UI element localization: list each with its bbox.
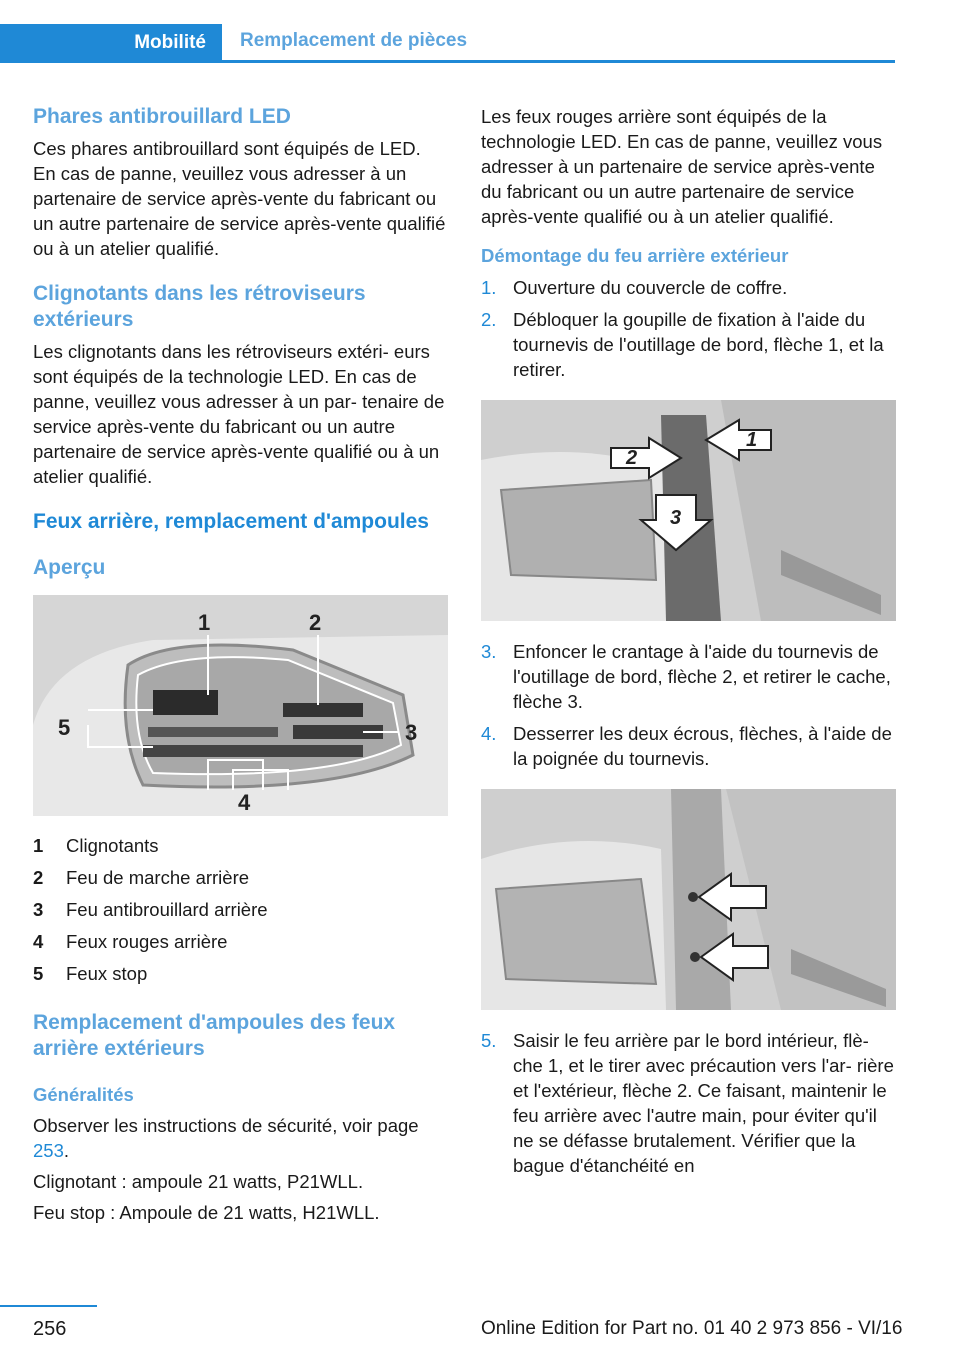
rear-light-overview-figure xyxy=(33,595,448,816)
step-item: 5. Saisir le feu arrière par le bord intérieur, flè- che 1, et le tirer avec précaution vers l'ar- rière et l'extérieur, flèche 2. Ce faisant, maintenir le feu arrière avec l'autre main, pour éviter qu'il ne se défasse brutalement. Vérifier que la bague d'étanchéité en xyxy=(481,1030,894,1176)
paragraph-mirror-indicators: Les clignotants dans les rétroviseurs extéri- eurs sont équipés de la technologie LED. En cas de panne, veuillez vous adresser à un par- tenaire de service après-vente du fabricant ou un autre partenaire de service après-vente qualifié ou à un atelier qualifié. xyxy=(33,341,445,487)
legend-item: 2 Feu de marche arrière xyxy=(33,867,250,888)
nut-loosening-figure xyxy=(481,789,896,1010)
page-number: 256 xyxy=(33,1318,67,1340)
paragraph-safety-ref: Observer les instructions de sécurité, voir page 253. xyxy=(33,1115,419,1161)
page-reference-link[interactable]: 253 xyxy=(33,1140,64,1161)
step-item: 3. Enfoncer le crantage à l'aide du tournevis de l'outillage de bord, flèche 2, et retirer le cache, flèche 3. xyxy=(481,641,891,712)
fig1-callout-1: 1 xyxy=(198,610,211,635)
fig1-callout-2: 2 xyxy=(309,610,322,635)
fig1-callout-3: 3 xyxy=(405,720,418,745)
tab-mobilite[interactable] xyxy=(0,24,222,61)
right-column xyxy=(481,104,897,1178)
fig1-callout-4: 4 xyxy=(238,790,251,815)
fig2-callout-1: 1 xyxy=(746,429,758,451)
fig1-callout-5: 5 xyxy=(58,715,71,740)
left-column xyxy=(33,104,448,1225)
subsection-title-overview: Aperçu xyxy=(33,556,106,579)
edition-note: Online Edition for Part no. 01 40 2 973 856 - VI/16 xyxy=(481,1318,903,1339)
legend-item: 5 Feux stop xyxy=(33,963,148,984)
fig2-callout-2: 2 xyxy=(626,447,638,469)
trunk-pin-removal-figure xyxy=(481,400,896,621)
paragraph-fog-lights: Ces phares antibrouillard sont équipés de LED. En cas de panne, veuillez vous adresser à un partenaire de service après-vente du fabricant ou un autre partenaire de service après-vente qualifié ou à un atelier qualifié. xyxy=(33,138,446,259)
fig2-callout-3: 3 xyxy=(670,507,682,529)
section-title-fog-lights: Phares antibrouillard LED xyxy=(33,105,291,128)
legend-item: 1 Clignotants xyxy=(33,835,159,856)
paragraph-indicator-bulb: Clignotant : ampoule 21 watts, P21WLL. xyxy=(33,1171,364,1192)
paragraph-stop-bulb: Feu stop : Ampoule de 21 watts, H21WLL. xyxy=(33,1202,380,1223)
paragraph-rear-lights-led: Les feux rouges arrière sont équipés de la technologie LED. En cas de panne, veuillez vous adresser à un partenaire de service après-vente du fabricant ou un autre partenaire de service après-vente qualifié ou à un atelier qualifié. xyxy=(481,106,883,227)
subsection-title-general: Généralités xyxy=(33,1084,134,1105)
section-title-rear-lights: Feux arrière, remplacement d'ampoules xyxy=(33,510,429,533)
legend-item: 3 Feu antibrouillard arrière xyxy=(33,899,268,920)
step-item: 1. Ouverture du couvercle de coffre. xyxy=(481,277,788,298)
step-item: 2. Débloquer la goupille de fixation à l'aide du tournevis de l'outillage de bord, flèche 1, et la retirer. xyxy=(481,309,884,380)
step-item: 4. Desserrer les deux écrous, flèches, à l'aide de la poignée du tournevis. xyxy=(481,723,892,769)
legend-list xyxy=(33,830,448,990)
tab-remplacement[interactable]: Remplacement de pièces xyxy=(240,30,468,51)
footer-rule xyxy=(0,1305,97,1307)
legend-item: 4 Feux rouges arrière xyxy=(33,931,228,952)
subsection-title-removal: Démontage du feu arrière extérieur xyxy=(481,245,789,266)
tab-mobilite-label: Mobilité xyxy=(134,31,206,53)
section-title-mirror-indicators: Clignotants dans les rétroviseurs extérieurs xyxy=(33,282,366,331)
section-title-bulb-replacement: Remplacement d'ampoules des feux arrière extérieurs xyxy=(33,1011,396,1060)
header-rule xyxy=(0,60,895,63)
